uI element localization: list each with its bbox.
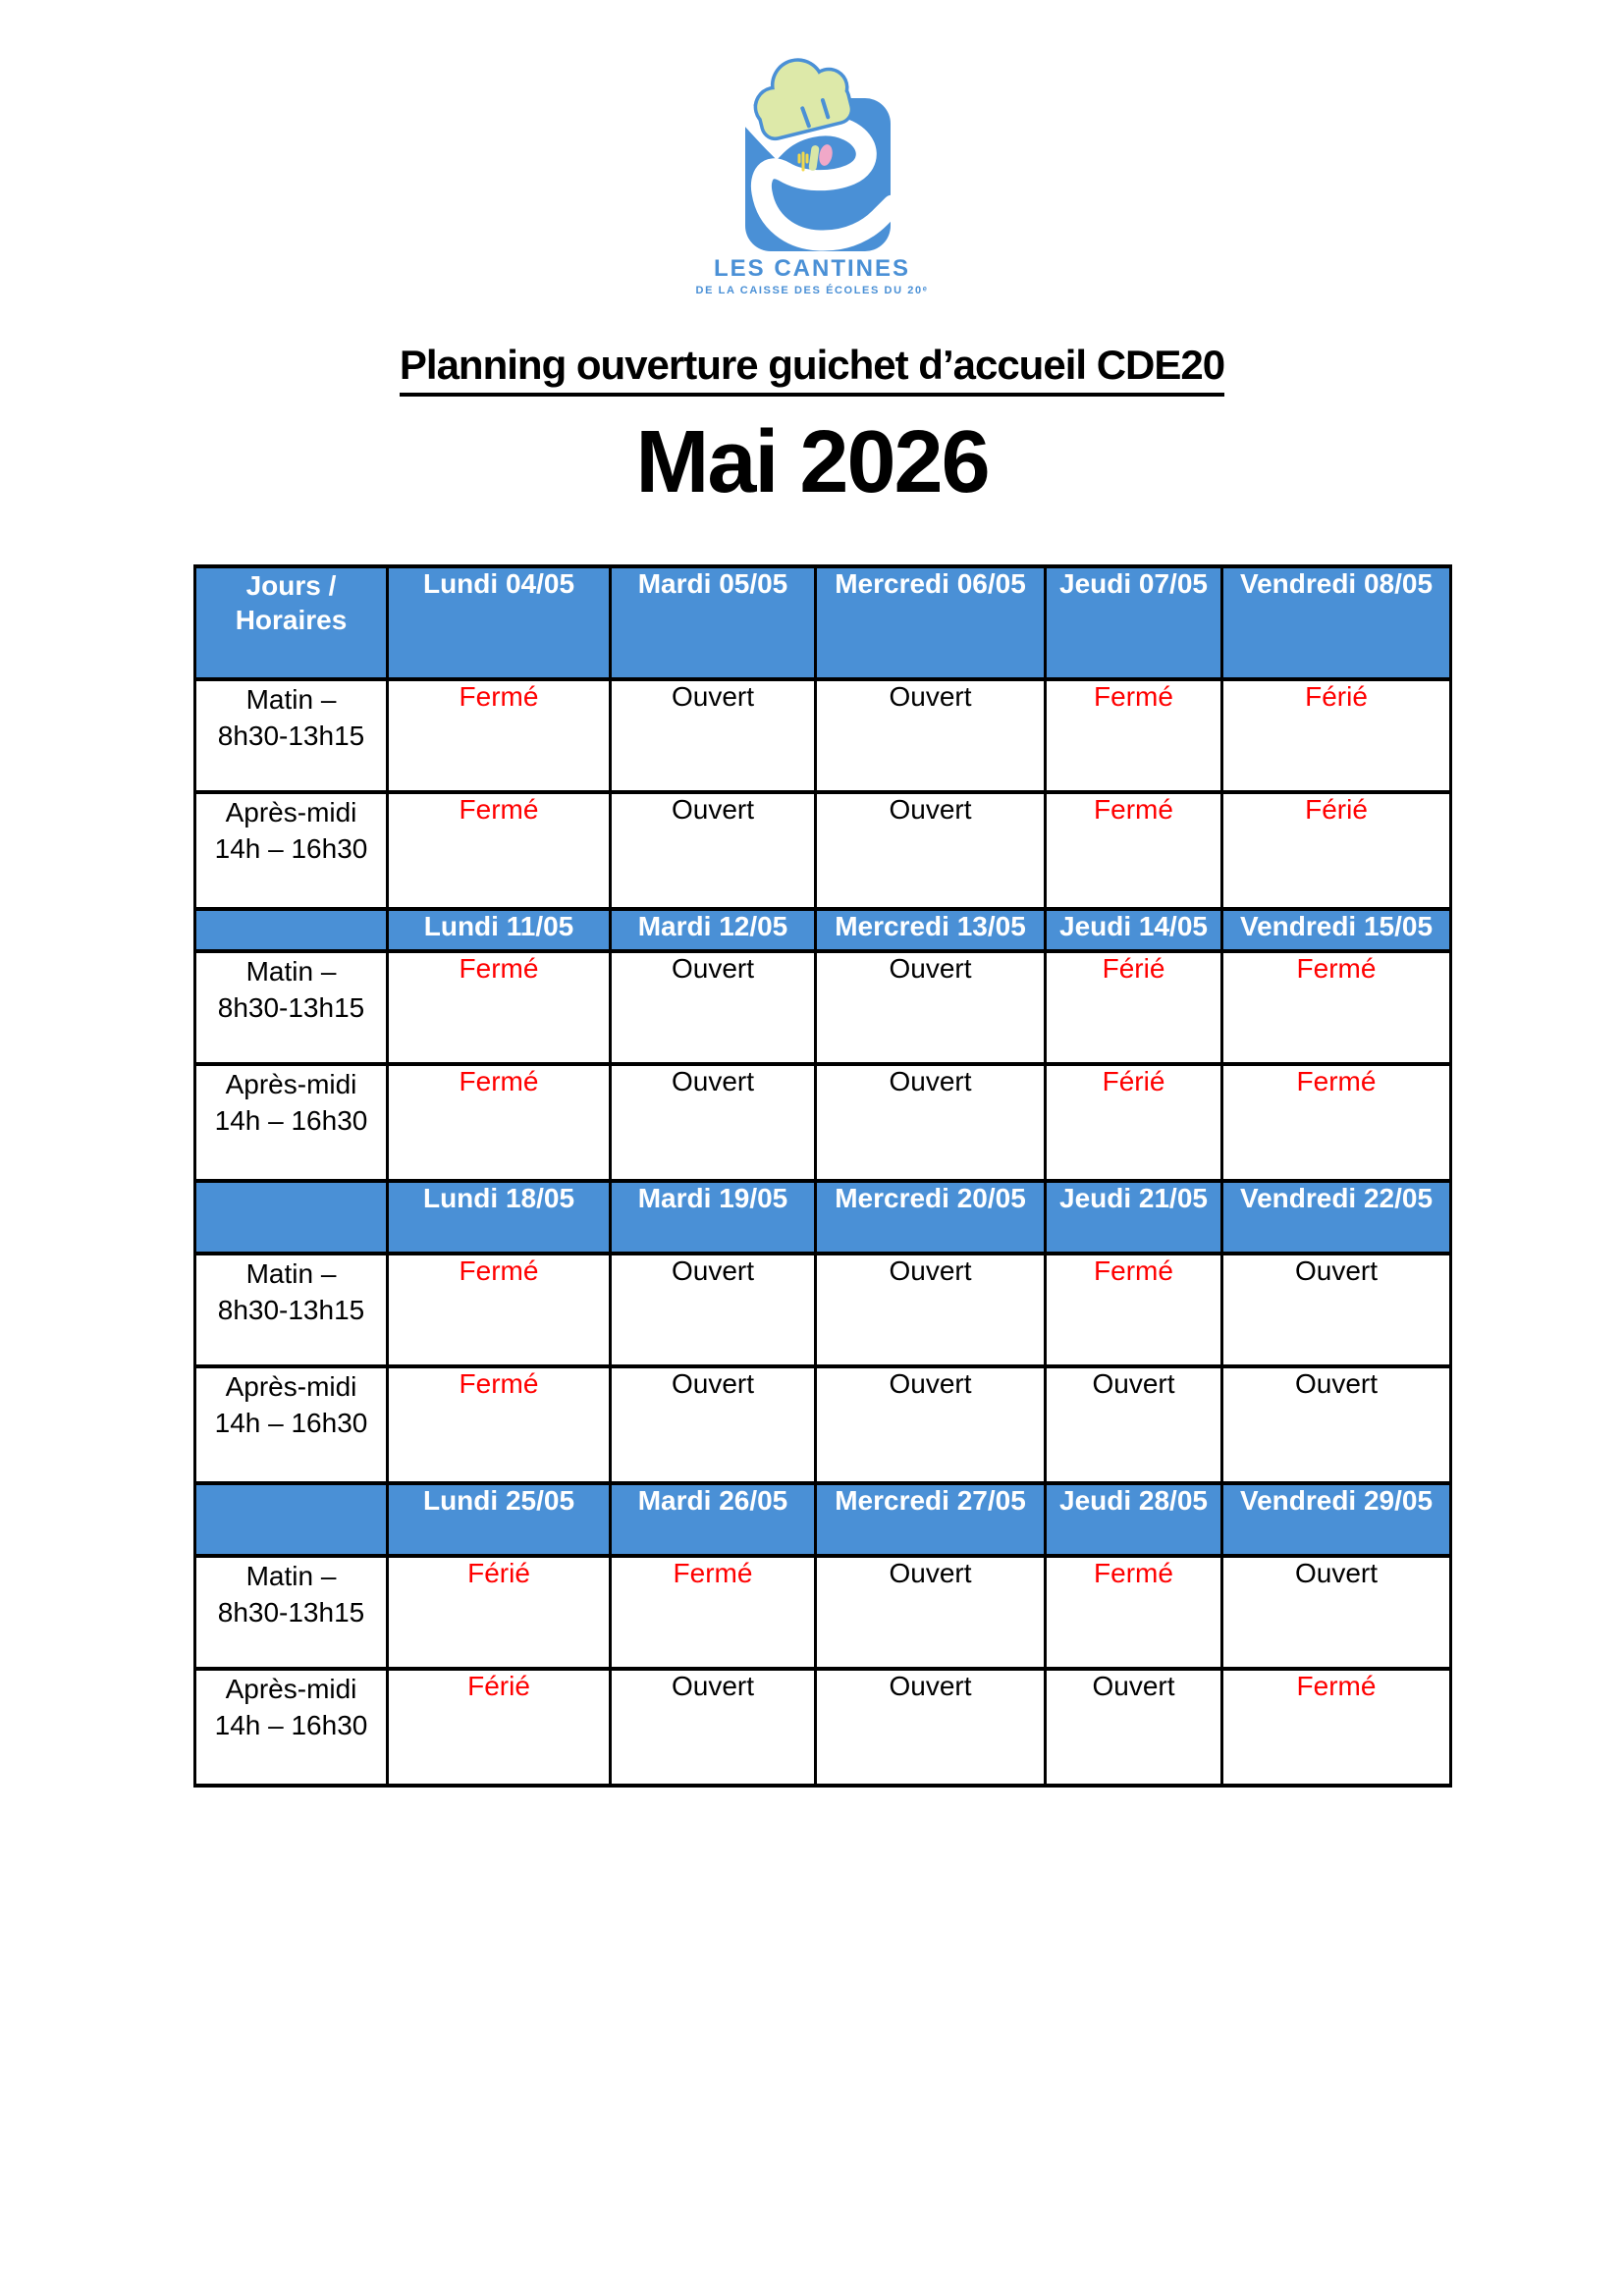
status-cell: Ouvert	[816, 1064, 1046, 1181]
day-header-cell: Mercredi 06/05	[816, 566, 1046, 679]
logo-subtitle-text: DE LA CAISSE DES ÉCOLES DU 20ᵉ	[695, 285, 929, 296]
logo-brand-text: LES CANTINES	[713, 255, 910, 282]
day-header-cell: Jeudi 28/05	[1046, 1483, 1222, 1556]
week3-morning-row	[195, 1254, 1451, 1366]
status-cell: Fermé	[1046, 1556, 1222, 1669]
status-cell: Fermé	[1222, 1064, 1451, 1181]
status-cell: Fermé	[1222, 951, 1451, 1064]
status-cell: Ouvert	[611, 1064, 816, 1181]
label-line1: Après-midi	[225, 1069, 357, 1099]
blank-cell	[195, 1181, 388, 1254]
status-cell: Fermé	[1046, 792, 1222, 909]
status-cell: Fermé	[388, 1064, 611, 1181]
status-cell: Férié	[1046, 1064, 1222, 1181]
status-cell: Ouvert	[816, 1556, 1046, 1669]
status-cell: Fermé	[388, 1254, 611, 1366]
status-cell: Férié	[388, 1669, 611, 1786]
status-cell: Ouvert	[611, 951, 816, 1064]
status-cell: Ouvert	[816, 1254, 1046, 1366]
corner-line2: Horaires	[235, 605, 348, 635]
day-header-cell: Lundi 25/05	[388, 1483, 611, 1556]
status-cell: Férié	[1046, 951, 1222, 1064]
status-cell: Fermé	[388, 679, 611, 792]
week3-afternoon-row	[195, 1366, 1451, 1483]
status-cell: Fermé	[1046, 1254, 1222, 1366]
label-line1: Matin –	[245, 956, 337, 987]
week1-header-row	[195, 566, 1451, 679]
label-line1: Matin –	[245, 1561, 337, 1591]
row-label-cell	[195, 1064, 388, 1181]
day-header-cell: Mercredi 20/05	[816, 1181, 1046, 1254]
status-cell: Ouvert	[816, 679, 1046, 792]
status-cell: Férié	[388, 1556, 611, 1669]
day-header-cell: Lundi 11/05	[388, 909, 611, 951]
day-header-cell: Vendredi 08/05	[1222, 566, 1451, 679]
day-header-cell: Mardi 12/05	[611, 909, 816, 951]
status-cell: Férié	[1222, 792, 1451, 909]
status-cell: Fermé	[388, 792, 611, 909]
label-line2: 14h – 16h30	[214, 833, 368, 864]
day-header-cell: Vendredi 15/05	[1222, 909, 1451, 951]
status-cell: Fermé	[388, 951, 611, 1064]
row-label-cell	[195, 1254, 388, 1366]
status-cell: Ouvert	[816, 951, 1046, 1064]
page-title: Planning ouverture guichet d’accueil CDE20	[400, 342, 1224, 397]
week4-morning-row	[195, 1556, 1451, 1669]
status-cell: Ouvert	[611, 1254, 816, 1366]
label-line2: 8h30-13h15	[217, 992, 365, 1023]
week4-afternoon-row	[195, 1669, 1451, 1786]
status-cell: Ouvert	[611, 1669, 816, 1786]
label-line2: 8h30-13h15	[217, 1597, 365, 1628]
status-cell: Ouvert	[816, 1669, 1046, 1786]
status-cell: Fermé	[388, 1366, 611, 1483]
day-header-cell: Jeudi 07/05	[1046, 566, 1222, 679]
day-header-cell: Jeudi 14/05	[1046, 909, 1222, 951]
day-header-cell: Vendredi 29/05	[1222, 1483, 1451, 1556]
cantines-logo-icon	[724, 41, 900, 255]
status-cell: Ouvert	[1046, 1669, 1222, 1786]
status-cell: Ouvert	[611, 679, 816, 792]
label-line1: Matin –	[245, 684, 337, 715]
label-line1: Après-midi	[225, 1371, 357, 1402]
status-cell: Ouvert	[816, 1366, 1046, 1483]
week3-header-row	[195, 1181, 1451, 1254]
label-line2: 8h30-13h15	[217, 721, 365, 751]
status-cell: Ouvert	[611, 1366, 816, 1483]
status-cell: Fermé	[1222, 1669, 1451, 1786]
day-header-cell: Mardi 05/05	[611, 566, 816, 679]
month-title: Mai 2026	[635, 413, 989, 511]
status-cell: Férié	[1222, 679, 1451, 792]
label-line2: 14h – 16h30	[214, 1710, 368, 1740]
week1-morning-row	[195, 679, 1451, 792]
day-header-cell: Jeudi 21/05	[1046, 1181, 1222, 1254]
label-line1: Après-midi	[225, 797, 357, 828]
day-header-cell: Mardi 26/05	[611, 1483, 816, 1556]
blank-cell	[195, 909, 388, 951]
corner-line1: Jours /	[245, 570, 337, 601]
label-line2: 14h – 16h30	[214, 1105, 368, 1136]
status-cell: Ouvert	[611, 792, 816, 909]
status-cell: Ouvert	[1046, 1366, 1222, 1483]
status-cell: Ouvert	[816, 792, 1046, 909]
week2-morning-row	[195, 951, 1451, 1064]
status-cell: Ouvert	[1222, 1254, 1451, 1366]
week4-header-row	[195, 1483, 1451, 1556]
blank-cell	[195, 1483, 388, 1556]
row-label-cell	[195, 1669, 388, 1786]
day-header-cell: Mercredi 13/05	[816, 909, 1046, 951]
day-header-cell: Vendredi 22/05	[1222, 1181, 1451, 1254]
row-label-cell	[195, 951, 388, 1064]
row-label-cell	[195, 1366, 388, 1483]
status-cell: Fermé	[1046, 679, 1222, 792]
label-line2: 8h30-13h15	[217, 1295, 365, 1325]
label-line1: Matin –	[245, 1258, 337, 1289]
row-label-cell	[195, 1556, 388, 1669]
cantines-logo	[0, 0, 1624, 296]
status-cell: Ouvert	[1222, 1366, 1451, 1483]
week1-afternoon-row	[195, 792, 1451, 909]
day-header-cell: Lundi 04/05	[388, 566, 611, 679]
day-header-cell: Mercredi 27/05	[816, 1483, 1046, 1556]
status-cell: Fermé	[611, 1556, 816, 1669]
corner-cell	[195, 566, 388, 679]
day-header-cell: Mardi 19/05	[611, 1181, 816, 1254]
row-label-cell	[195, 792, 388, 909]
day-header-cell: Lundi 18/05	[388, 1181, 611, 1254]
status-cell: Ouvert	[1222, 1556, 1451, 1669]
week2-afternoon-row	[195, 1064, 1451, 1181]
row-label-cell	[195, 679, 388, 792]
week2-header-row	[195, 909, 1451, 951]
label-line2: 14h – 16h30	[214, 1408, 368, 1438]
schedule-table	[193, 564, 1452, 1788]
label-line1: Après-midi	[225, 1674, 357, 1704]
